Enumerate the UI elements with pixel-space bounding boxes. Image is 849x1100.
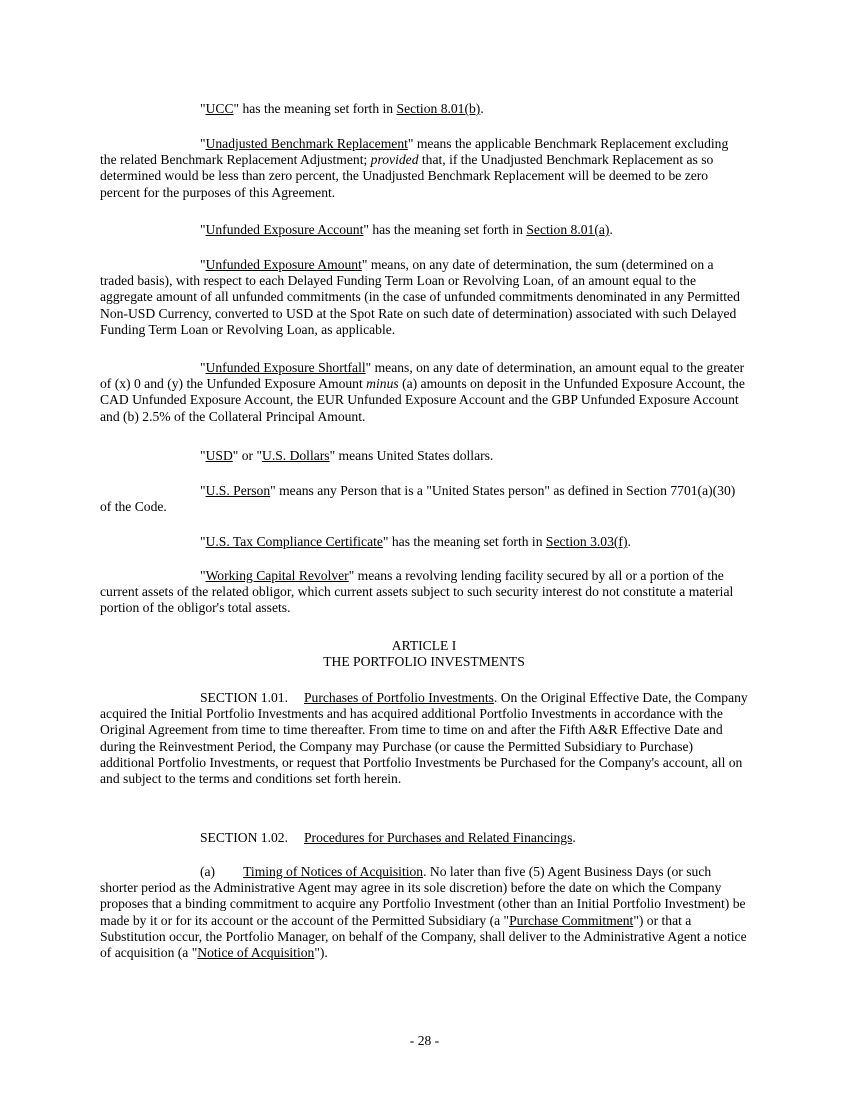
definition-working-capital-revolver: "Working Capital Revolver" means a revolving lending facility secured by all or a portion of the current assets of the related obligor, which current assets subject to such security interest do not constitute a material portion of the obligor's total assets. bbox=[100, 568, 734, 616]
definition-us-person: "U.S. Person" means any Person that is a "United States person" as defined in Section 7701(a)(30) of the Code. bbox=[100, 483, 736, 515]
definition-unfunded-exposure-amount: "Unfunded Exposure Amount" means, on any date of determination, the sum (determined on a traded basis), with respect to each Delayed Funding Term Loan or Revolving Loan, of an amount equal to the aggregate amount of all unfunded commitments (in the case of unfunded commitments denominated in any Permitted Non-USD Currency, converted to USD at the Spot Rate on such date of determination) associated with such Delayed Funding Term Loan or Revolving Loan, as applicable. bbox=[100, 257, 740, 337]
article-heading bbox=[100, 638, 748, 670]
defined-term: U.S. Person bbox=[205, 483, 271, 498]
defined-term: Unfunded Exposure Account bbox=[205, 222, 364, 237]
clause-label: (a) bbox=[200, 864, 216, 879]
defined-term: Working Capital Revolver bbox=[205, 568, 349, 583]
defined-term: U.S. Dollars bbox=[262, 448, 330, 463]
definition-unadjusted-benchmark-replacement: "Unadjusted Benchmark Replacement" means the applicable Benchmark Replacement excluding the related Benchmark Replacement Adjustment; provided that, if the Unadjusted Benchmark Replacement as so determined would be less than zero percent, the Unadjusted Benchmark Replacement will be deemed to be zero percent for the purposes of this Agreement. bbox=[100, 136, 729, 200]
defined-term: Unfunded Exposure Amount bbox=[205, 257, 362, 272]
definition-usd: "USD" or "U.S. Dollars" means United States dollars. bbox=[200, 448, 494, 463]
definition-unfunded-exposure-account: "Unfunded Exposure Account" has the meaning set forth in Section 8.01(a). bbox=[200, 222, 613, 237]
clause-heading: Timing of Notices of Acquisition bbox=[243, 864, 424, 879]
definition-ucc: "UCC" has the meaning set forth in Section 8.01(b). bbox=[200, 101, 484, 116]
article-title: THE PORTFOLIO INVESTMENTS bbox=[323, 654, 525, 670]
section-reference: Section 8.01(b) bbox=[396, 101, 481, 116]
defined-term: Notice of Acquisition bbox=[197, 945, 315, 961]
defined-term: Unadjusted Benchmark Replacement bbox=[205, 136, 408, 151]
defined-term: UCC bbox=[205, 101, 234, 116]
section-label: SECTION 1.01. bbox=[200, 690, 288, 705]
section-heading: Purchases of Portfolio Investments bbox=[303, 690, 494, 705]
defined-term: Purchase Commitment bbox=[509, 912, 634, 928]
section-reference: Section 3.03(f) bbox=[545, 534, 628, 549]
article-number: ARTICLE I bbox=[391, 638, 457, 653]
definition-us-tax-compliance-certificate: "U.S. Tax Compliance Certificate" has the meaning set forth in Section 3.03(f). bbox=[200, 534, 631, 549]
section-heading: Procedures for Purchases and Related Financings bbox=[303, 830, 573, 845]
definition-unfunded-exposure-shortfall: "Unfunded Exposure Shortfall" means, on any date of determination, an amount equal to the greater of (x) 0 and (y) the Unfunded Exposure Amount minus (a) amounts on deposit in the Unfunded Exposure Account, the CAD Unfunded Exposure Account, the EUR Unfunded Exposure Account and the GBP Unfunded Exposure Account and (b) 2.5% of the Collateral Principal Amount. bbox=[100, 360, 745, 424]
page-number: - 28 - bbox=[409, 1033, 440, 1048]
section-reference: Section 8.01(a) bbox=[526, 222, 610, 237]
defined-term: Unfunded Exposure Shortfall bbox=[205, 360, 366, 375]
section-label: SECTION 1.02. bbox=[200, 830, 288, 845]
section-1-02-a: (a) Timing of Notices of Acquisition. No later than five (5) Agent Business Days (or such shorter period as the Administrative Agent may agree in its sole discretion) before the date on which the Company proposes that a binding commitment to acquire any Portfolio Investment (other than an Initial Portfolio Investment) be made by it or for its account or the account of the Permitted Subsidiary (a "Purchase Commitment") or that a Substitution occur, the Portfolio Manager, on behalf of the Company, shall deliver to the Administrative Agent a notice of acquisition (a "Notice of Acquisition"). bbox=[100, 864, 747, 961]
defined-term: USD bbox=[205, 448, 233, 463]
section-1-02: SECTION 1.02. Procedures for Purchases and Related Financings. bbox=[200, 830, 576, 845]
defined-term: U.S. Tax Compliance Certificate bbox=[205, 534, 383, 549]
section-1-01: SECTION 1.01. Purchases of Portfolio Investments. On the Original Effective Date, the Company acquired the Initial Portfolio Investments and has acquired additional Portfolio Investments in accordance with the Original Agreement from time to time thereafter. From time to time on and after the Fifth A&R Effective Date and during the Reinvestment Period, the Company may Purchase (or cause the Permitted Subsidiary to Purchase) additional Portfolio Investments, or request that Portfolio Investments be Purchased for the Company's account, all on and subject to the terms and conditions set forth herein. bbox=[100, 690, 748, 787]
